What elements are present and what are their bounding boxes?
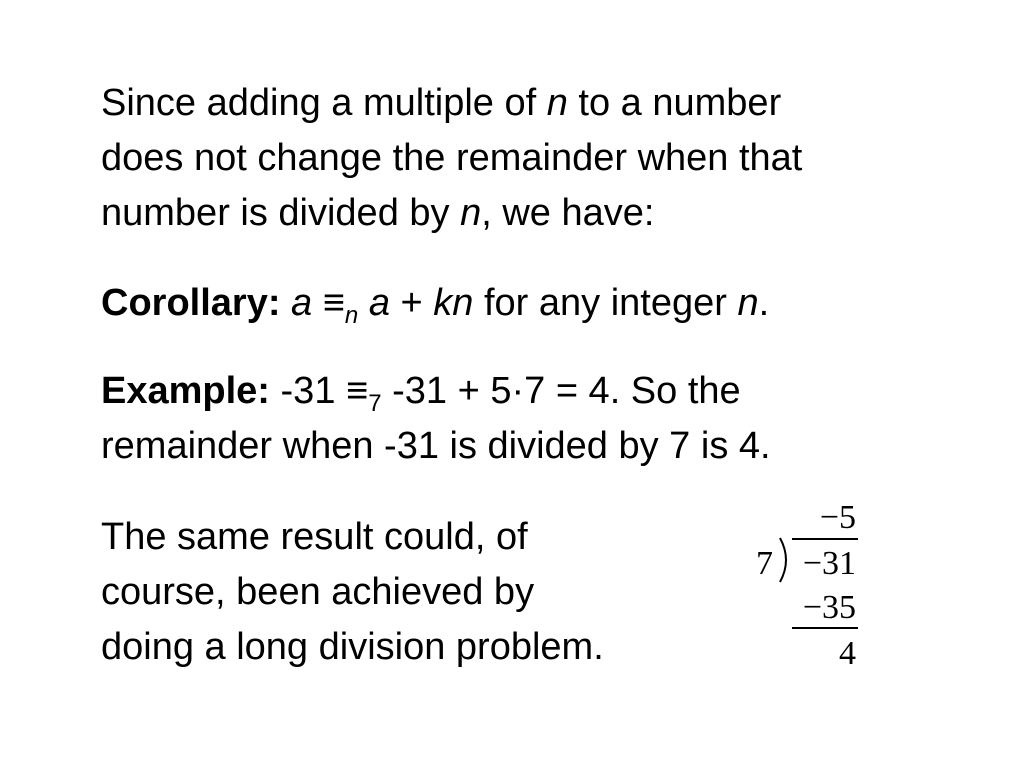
variable-n: n bbox=[460, 192, 482, 234]
note-line1: The same result could, of bbox=[101, 516, 528, 558]
division-bracket bbox=[776, 536, 800, 584]
product: −35 bbox=[802, 589, 856, 626]
plus-sign: + bbox=[389, 282, 434, 324]
intro-line3-start: number is divided by bbox=[101, 192, 461, 234]
intro-line1-start: Since adding a multiple of bbox=[101, 82, 547, 124]
corollary-text: for any integer bbox=[473, 282, 738, 324]
intro-line3-end: , we have: bbox=[481, 192, 655, 234]
variable-n: n bbox=[546, 82, 568, 124]
remainder: 4 bbox=[839, 635, 856, 672]
modulus-subscript: n bbox=[344, 302, 359, 329]
congruence-symbol: ≡ bbox=[312, 282, 345, 324]
variable-a: a bbox=[291, 282, 313, 324]
long-division bbox=[740, 496, 880, 686]
example-line2: remainder when -31 is divided by 7 is 4. bbox=[101, 425, 771, 467]
example-part1: -31 ≡ bbox=[269, 370, 369, 412]
intro-line1-end: to a number bbox=[567, 82, 782, 124]
example-part2: -31 + 5·7 = 4. So the bbox=[381, 370, 741, 412]
intro-paragraph bbox=[101, 76, 802, 241]
variable-n: n bbox=[737, 282, 759, 324]
variable-kn: kn bbox=[433, 282, 474, 324]
subtraction-line bbox=[792, 627, 858, 629]
divisor: 7 bbox=[756, 545, 773, 582]
quotient: −5 bbox=[819, 499, 856, 536]
example-statement bbox=[101, 364, 771, 474]
corollary-label: Corollary: bbox=[101, 282, 281, 324]
division-bar bbox=[792, 538, 858, 540]
note-line2: course, been achieved by bbox=[101, 571, 535, 613]
variable-a: a bbox=[368, 282, 390, 324]
note-line3: doing a long division problem. bbox=[101, 626, 604, 668]
long-division-note bbox=[101, 510, 604, 675]
corollary-period: . bbox=[758, 282, 770, 324]
modulus-subscript: 7 bbox=[368, 390, 382, 417]
example-label: Example: bbox=[101, 370, 270, 412]
corollary-statement bbox=[101, 276, 769, 331]
dividend: −31 bbox=[802, 545, 856, 582]
intro-line2: does not change the remainder when that bbox=[101, 137, 803, 179]
